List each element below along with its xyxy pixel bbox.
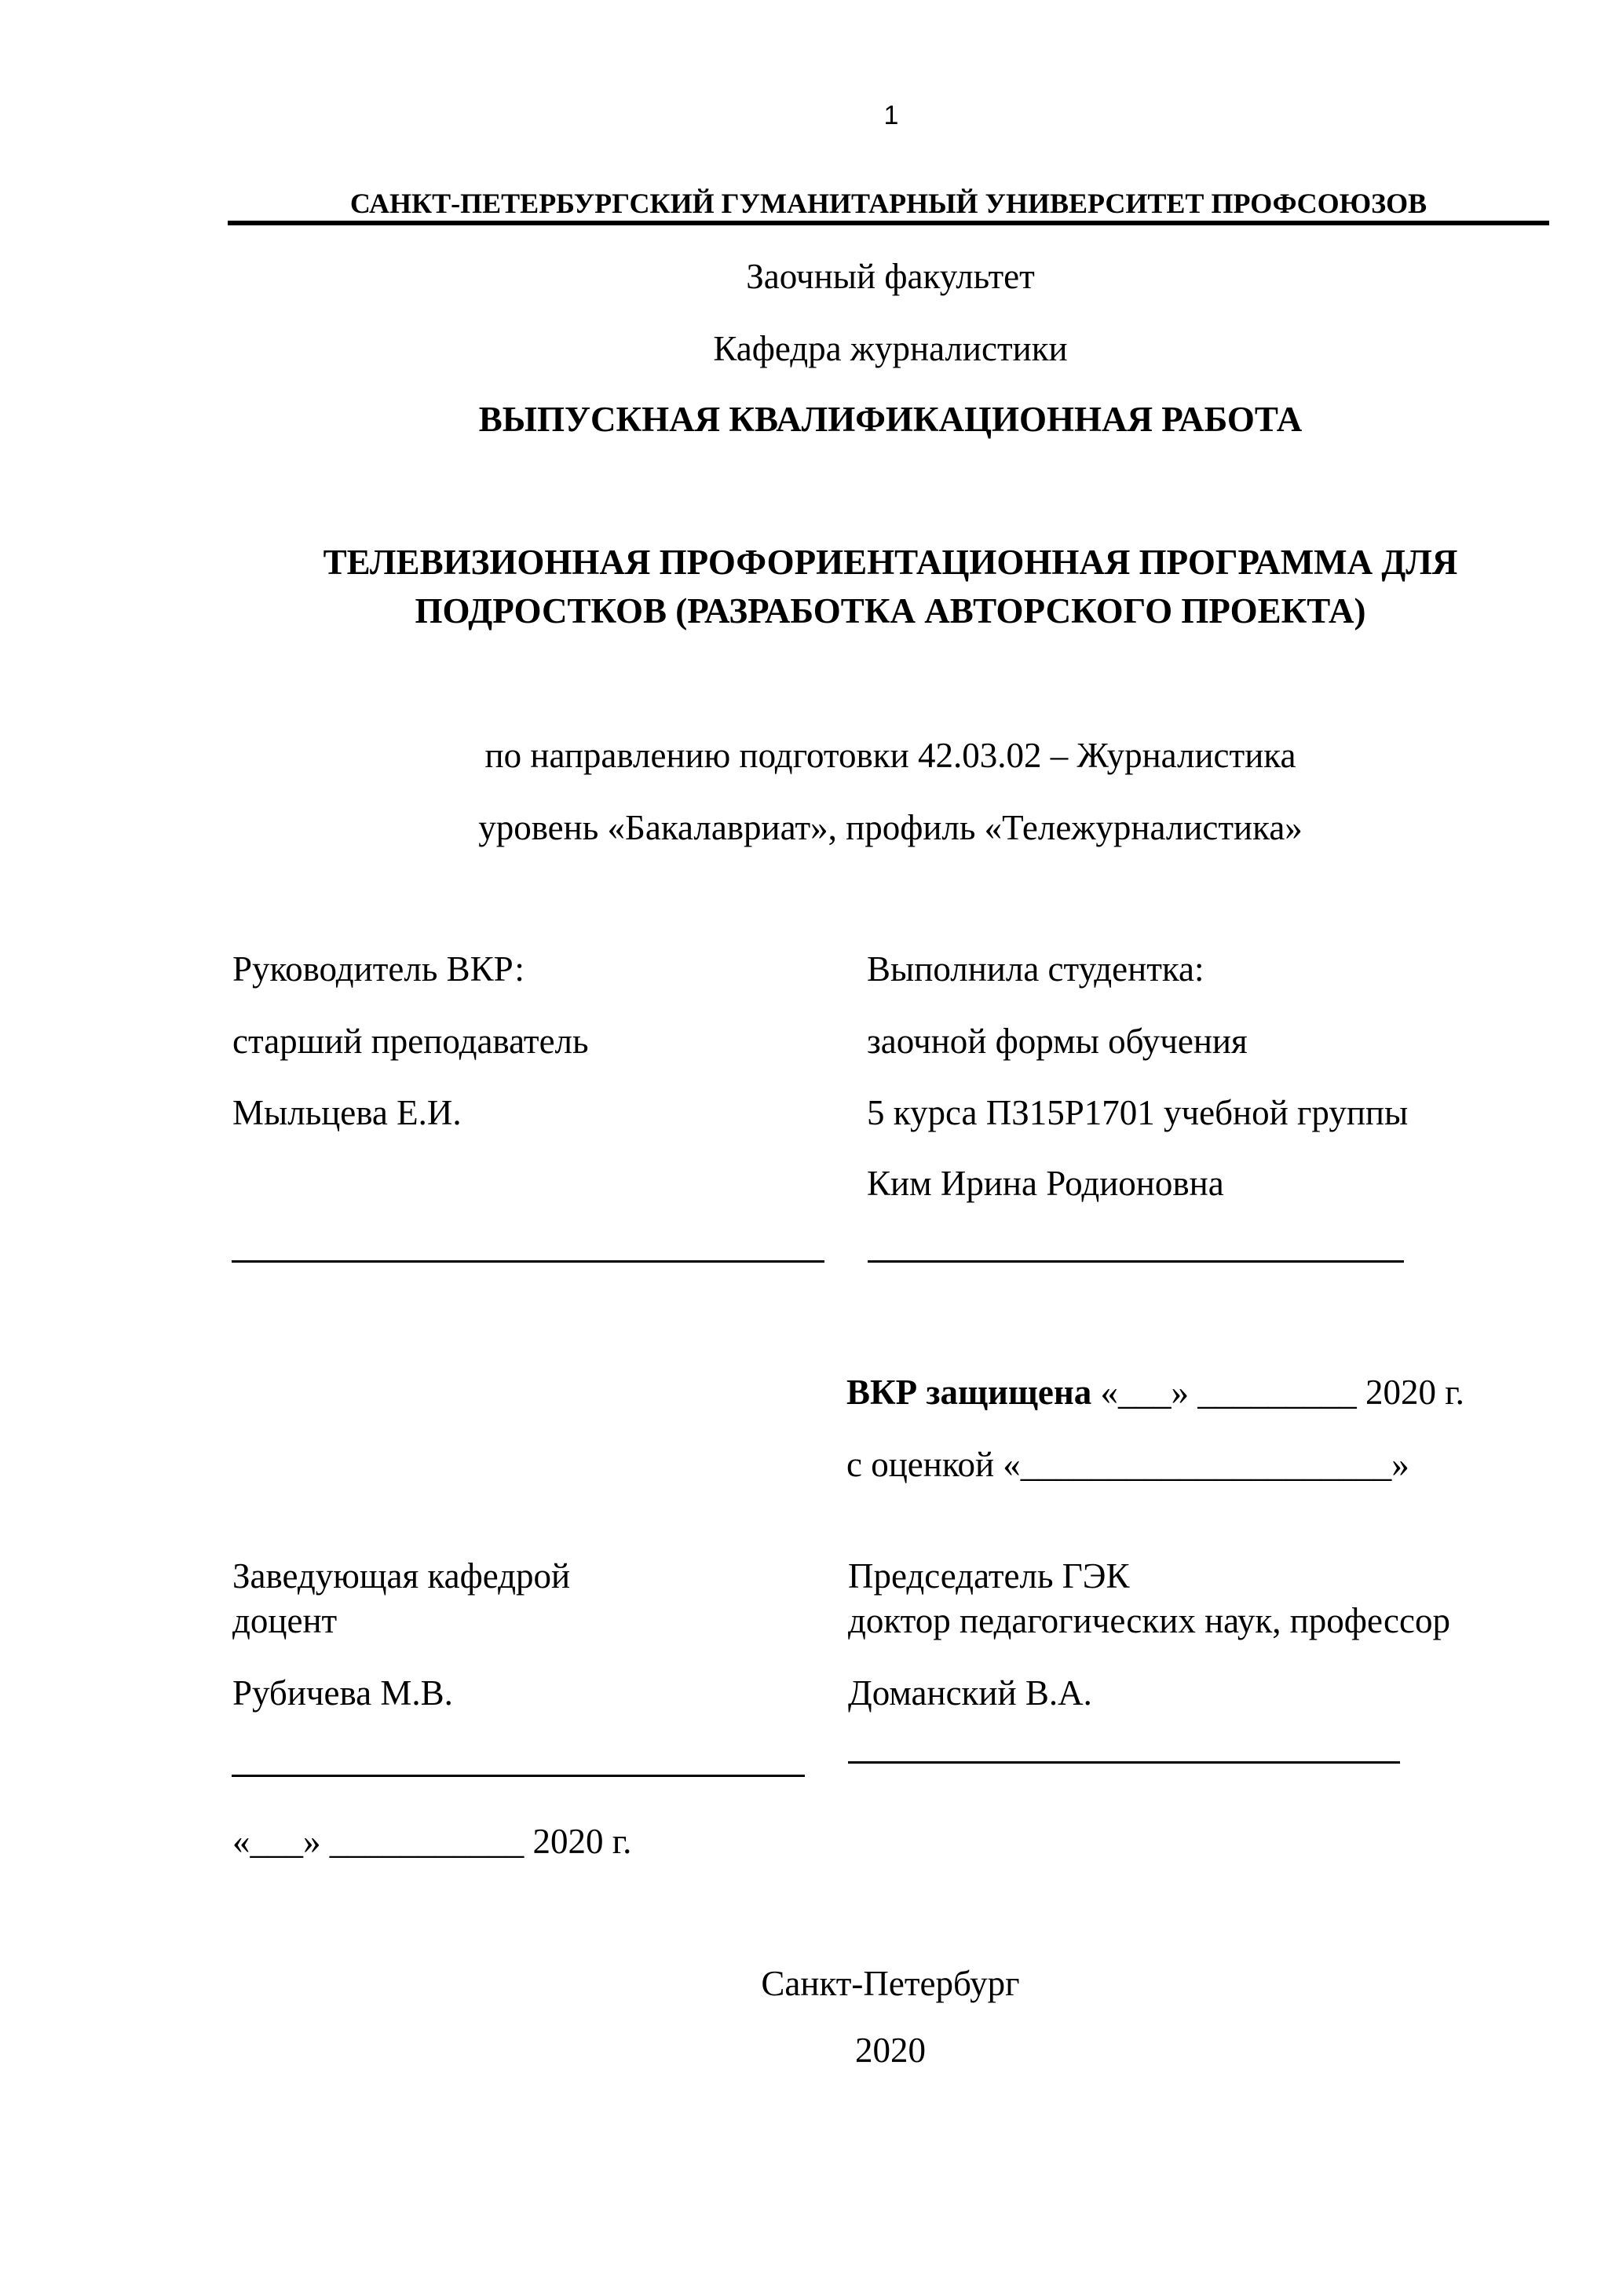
direction-line-1: по направлению подготовки 42.03.02 – Журналистика: [484, 736, 1296, 775]
supervisor-position: старший преподаватель: [232, 1022, 589, 1061]
head-of-department-signature-line: [232, 1775, 805, 1777]
supervisor-label: Руководитель ВКР:: [232, 949, 525, 989]
thesis-title-line-2: ПОДРОСТКОВ (РАЗРАБОТКА АВТОРСКОГО ПРОЕКТА): [415, 591, 1366, 631]
defense-grade: с оценкой «_____________________»: [846, 1445, 1409, 1484]
student-study-form: заочной формы обучения: [867, 1022, 1248, 1061]
header-rule: [228, 221, 1549, 225]
defense-date: «___» _________ 2020 г.: [1091, 1373, 1464, 1412]
work-type: ВЫПУСКНАЯ КВАЛИФИКАЦИОННАЯ РАБОТА: [478, 400, 1303, 439]
student-group: 5 курса ПЗ15Р1701 учебной группы: [867, 1093, 1409, 1132]
commission-chair-name: Доманский В.А.: [848, 1673, 1092, 1713]
commission-chair-signature-line: [848, 1761, 1400, 1764]
page-number: 1: [883, 101, 899, 130]
faculty: Заочный факультет: [746, 257, 1035, 296]
student-signature-line: [868, 1260, 1404, 1263]
supervisor-signature-line: [232, 1260, 824, 1263]
head-of-department-position: доцент: [232, 1601, 338, 1640]
supervisor-name: Мыльцева Е.И.: [232, 1093, 462, 1132]
defense-label: ВКР защищена: [846, 1373, 1092, 1412]
head-of-department-date: «___» ___________ 2020 г.: [232, 1822, 632, 1861]
head-of-department-label: Заведующая кафедрой: [232, 1556, 571, 1596]
student-name: Ким Ирина Родионовна: [867, 1164, 1224, 1203]
student-label: Выполнила студентка:: [867, 949, 1204, 989]
thesis-title-line-1: ТЕЛЕВИЗИОННАЯ ПРОФОРИЕНТАЦИОННАЯ ПРОГРАММА ДЛЯ: [323, 543, 1458, 582]
city: Санкт-Петербург: [761, 1964, 1020, 2003]
commission-chair-position: доктор педагогических наук, профессор: [848, 1601, 1450, 1640]
direction-line-2: уровень «Бакалавриат», профиль «Тележурналистика»: [478, 808, 1303, 847]
department: Кафедра журналистики: [713, 329, 1068, 368]
head-of-department-name: Рубичева М.В.: [232, 1673, 453, 1713]
university-name: САНКТ-ПЕТЕРБУРГСКИЙ ГУМАНИТАРНЫЙ УНИВЕРСИТЕТ ПРОФСОЮЗОВ: [349, 188, 1427, 219]
year: 2020: [855, 2031, 926, 2070]
commission-chair-label: Председатель ГЭК: [848, 1556, 1130, 1596]
defense-date-line: [846, 1375, 1464, 1410]
